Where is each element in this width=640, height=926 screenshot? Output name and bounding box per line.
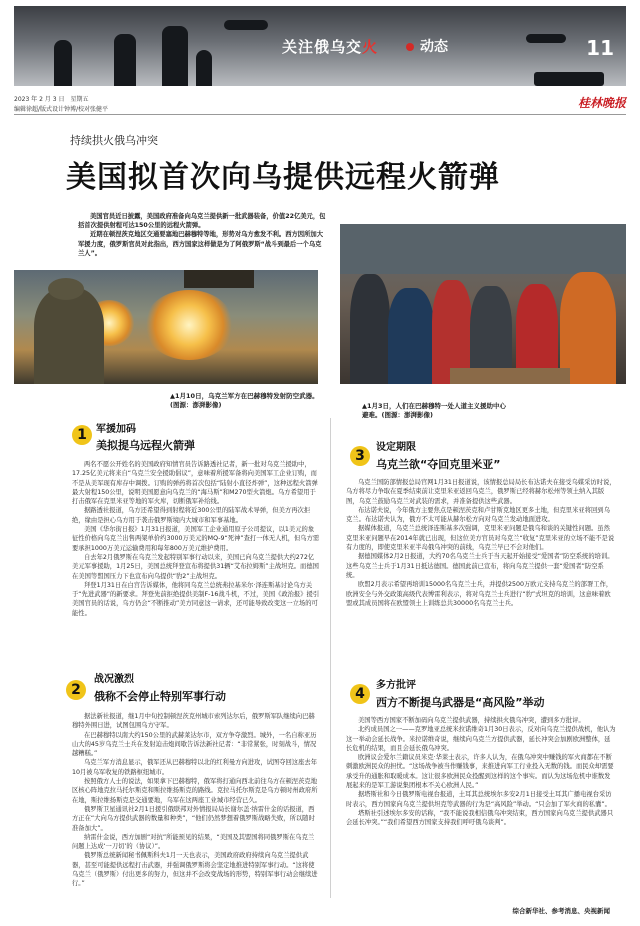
paragraph: 自去年2月俄罗斯在乌克兰发起特别军事行动以来，美国已向乌克兰提供大约272亿美元军事援助，1月25日，美国总统拜登宣布将提供31辆“艾布拉姆斯”主战坦克。而德国在美国等盟国压力下也宣布向乌提供“豹2”主战坦克。 — [72, 553, 319, 580]
soldier-silhouette-icon — [114, 34, 136, 86]
paragraph: 欧洲议会爱尔兰籍议员米克·华莱士表示，许多人认为，在俄乌冲突中赚钱的军火商都在不断刺激欧洲民众的担忧。“这场战争被当作赚钱事，来推进向军工行业投入无数的钱。而民众却需要承受升的通胀和取暖成本。这让很多欧洲民众投醒到这样的这个事实。而认为这场危机中谁数发展起来的是军工游说集团根本不关心欧洲人民。” — [346, 754, 614, 790]
section-title: 西方不断提乌武器是“高风险”举动 — [376, 696, 545, 709]
section-label: 设定期限 — [376, 442, 416, 453]
paragraph: 纳雷什金说，西方加剧“对抗”所能预见的结果，“美国及其盟国将同俄罗斯在乌克兰问题上达成‘一刀切’的（协议）”。 — [72, 833, 315, 851]
paragraph: 美国等西方国家不断加码向乌克兰提供武器，持续拱火俄乌冲突，遭到多方批评。 — [358, 717, 585, 724]
soldier-figure — [34, 288, 104, 384]
section-number-badge: 3 — [350, 446, 370, 466]
helmet-shape — [48, 278, 84, 300]
paragraph: 据塔斯社和今日俄罗斯电视台报道，土耳其总统埃尔多安2月1日接受土耳其广播电视台采访时表示，西方国家向乌克兰提供坦克等武器的行为是“高风险”举动。“只会加了军火商的私囊”。 — [346, 791, 612, 808]
paragraph: 拜登1月31日在白宫告诉媒体，他将同乌克兰总统弗拉基米尔·泽连斯基讨论乌方关于“先进武器”的新要求。拜登先前拒绝提供美制F-16战斗机，不过，美国《政治报》援引美国官员的话说，乌方仍会“不断推动”美方同意这一请求，还可能导致改变这一立场的可能性。 — [72, 581, 320, 617]
kicker: 持续拱火俄乌冲突 — [70, 134, 158, 147]
bullet-dot-icon — [406, 43, 414, 51]
column-title-highlight: 火 — [362, 38, 379, 56]
soldier-silhouette-icon — [54, 40, 72, 86]
paragraph: 俄罗斯卫星通讯社2月1日援引俄联邦对外情报局局长谢尔盖·纳雷什金的话报道，西方正在“大向乌方提供武器的数量和种类”，“他们仍然梦想着俄罗斯战略失败，所以随时准备加大”。 — [72, 805, 315, 832]
paragraph: 据法新社报道，继1月中旬控制顿涅茨克州城市索列达尔后，俄罗斯军队继续向巴赫穆特外围日进，试图包围乌方守军。 — [72, 713, 315, 730]
column-divider — [330, 418, 331, 898]
paragraph: 按照俄方人士的说法，如果拿下巴赫穆特，俄军将打通向西北前往乌方在顿涅茨克地区核心阵地克拉马托尔斯克和斯拉维扬斯克的路线。克拉马托尔斯克是乌方顿时州政府所在地，斯拉维扬斯克是交通要地，乌军在这两座工业城市经营已久。 — [72, 778, 318, 804]
section-body — [72, 712, 320, 902]
paragraph: 据德国媒体2月2日报道，大约70名乌克兰士兵于当天起开始接受“爱国者”防空系统的培训。这些乌克兰士兵于1月31日抵达德国。德国此前已宣布，将向乌克兰提供一套“爱国者”防空系统。 — [346, 553, 614, 579]
helicopter-silhouette-icon — [526, 34, 566, 43]
section-body — [72, 460, 320, 618]
divider — [14, 114, 626, 115]
paragraph: 乌克兰国防部情报总局官网1月31日报道说，该情报总局局长布达诺夫在接受乌媒采访时说，乌方将尽力争取在夏季结束前让克里米亚返回乌克兰，俄罗斯已经将赫尔松州等领土纳入其版图，乌克兰鼓励乌克兰对武装的需求，并准备提供这些武器。 — [346, 479, 616, 505]
staff-credits: 编辑徐超/版式设计钟博/校对张健平 — [14, 106, 109, 113]
paragraph: 塔斯社引述埃尔多安的话称，“我不能说我相信俄乌冲突结束，西方国家向乌克兰提供武器只会延长冲突。”“我们希望西方国家支持我们呼吁俄乌谈判”。 — [346, 809, 614, 827]
table-shape — [450, 368, 570, 384]
lead-paragraph — [78, 212, 326, 258]
gun-silhouette — [184, 270, 254, 288]
paragraph: 乌克兰军方消息显示，俄军还从巴赫穆特以北的红利曼方向进攻，试图夺回这座去年10月被乌军收复的铁路枢纽城市。 — [72, 759, 317, 776]
lead-text: 美国官员近日披露，美国政府准备向乌克兰提供新一批武器装备，价值22亿美元，包括首次提供射程可达150公里的远程火箭弹。 — [78, 213, 326, 230]
section-label: 多方批评 — [376, 680, 416, 691]
explosion-shape — [144, 290, 234, 360]
tank-silhouette-icon — [534, 72, 604, 86]
section-label: 战况激烈 — [94, 674, 134, 685]
paragraph: 美国《华尔街日报》1月31日报道，美国军工企业通用原子公司提议，以1美元的象征性价格向乌克兰出售两架单价约3000万美元的MQ-9“死神”查打一体无人机，但乌方需要承担1000万美元运输费用和每年800万美元维护费用。 — [72, 526, 320, 552]
photo-artillery — [14, 270, 318, 384]
newspaper-logo: 桂林晚报 — [577, 96, 626, 110]
lead-text: 近期在顿涅茨克地区交通要塞地巴赫穆特等地，形势对乌方愈发不利。西方因所加大军援力度，俄罗斯官员对此指出，西方国家这样做是为了阿俄罗斯“战斗到最后一个乌克兰人”。 — [78, 231, 323, 257]
paragraph: 北约成员国之一——克罗地亚总统米拉诺维奇1月30日表示，反对向乌克兰提供战机，他认为这一举动会延长战争。米拉诺维奇说，继续向乌克兰方提供武器，延长冲突会加剧欧洲整体，延长危机的结果，而且会延长俄乌冲突。 — [346, 726, 616, 752]
source-credit: 综合新华社、参考消息、央视新闻 — [512, 907, 610, 915]
header-banner — [14, 6, 626, 86]
paragraph: 两名不愿公开姓名的美国政府知情官员告诉路透社记者，新一批对乌克兰援助中，17.25亿美元将来自“乌克兰安全援助倡议”，意味着所援军备将向美国军工企业订购，而不是从美军现有库存中调拨。订购的弹药将首次包括“陆射小直径炸弹”，这种远程火箭弹最大射程150公里，说明美国愿意向乌克兰的“海马斯”和M270型火箭炮。乌方希望用于打击俄军在克里米亚等地的军火库，切断俄军补给线。 — [72, 461, 318, 506]
section-title: 美拟提乌远程火箭弹 — [96, 439, 195, 452]
section-title: 乌克兰欲“夺回克里米亚” — [376, 458, 501, 471]
section-label: 军援加码 — [96, 424, 136, 435]
soldier-silhouette-icon — [162, 26, 188, 86]
section-number-badge: 1 — [72, 425, 92, 445]
subcolumn-title: 动态 — [420, 39, 448, 55]
paragraph: 俄罗斯总统新闻秘书佩斯科夫1月一天也表示，美国政府政府持续向乌克兰提供武器，甚至可能提供远程打击武器，并强调俄罗斯将会坚定地推进特别军事行动。“这将使乌克兰（俄罗斯）付出更多的努力，但这并不会改变战场的形势，特别军事行动会继续进行。” — [72, 852, 318, 888]
page-number: 11 — [586, 36, 614, 60]
headline: 美国拟首次向乌提供远程火箭弹 — [66, 160, 500, 195]
section-title: 俄称不会停止特别军事行动 — [94, 690, 226, 703]
photo2-caption: ▲1月3日，人们在巴赫穆特一处人道主义援助中心避难。(图源：澎湃影像) — [362, 402, 507, 419]
paragraph: 据路透社报道，乌方还希望得到射程将近300公里的陆军战术导弹，但美方再次拒绝，缘由是担心乌方用于袭击俄罗斯境内大城市和军事基地。 — [72, 507, 311, 524]
helicopter-silhouette-icon — [224, 20, 268, 30]
section-body — [346, 478, 616, 674]
person-figure — [388, 288, 434, 384]
paragraph: 布达诺夫说，今年俄方主要焦点是顿涅茨克和卢甘斯克地区更多土地，但克里米亚将回到乌克兰。布达诺夫认为，俄方不太可能从赫尔松方向对乌克兰发动地面进攻。 — [346, 506, 610, 524]
section-number-badge: 2 — [66, 680, 86, 700]
soldier-silhouette-icon — [196, 50, 212, 86]
section-number-badge: 4 — [350, 684, 370, 704]
person-figure — [350, 274, 390, 384]
section-body — [346, 716, 616, 900]
paragraph: 据媒体报道，乌克兰总统泽连斯基多次强调，克里米亚问题是俄乌和谈的关键性问题。虽然克里米亚问题早在2014年就已出现，但这位美方官员对乌克兰“收复”克里米亚的立场不能不是说有力度的，即使克里米亚半岛俄乌冲突的前线，乌克兰早已不会对他们。 — [346, 525, 615, 552]
photo1-caption: ▲1月10日，乌克兰军方在巴赫穆特发射防空武器。(图源：澎湃影像) — [170, 392, 319, 409]
photo-shelter — [340, 224, 626, 384]
ceiling-shape — [340, 224, 626, 274]
issue-date: 2023 年 2 月 3 日 星期五 — [14, 96, 89, 103]
paragraph: 在巴赫穆特以南大约150公里的武赫莱达尔市，双方争夺激烈。城外，一名自称亚历山大的45岁乌克兰士兵在发射迫击炮间歇告诉法新社记者：“非常紧张，时刻战斗，情况越糟糕。” — [72, 731, 317, 758]
paragraph: 欧盟2月表示希望再培训15000名乌克兰士兵，并提供2500万欧元支持乌克兰的部署工作，欧洲安全与外交政策高级代表博雷利表示，将对乌克兰士兵进行“豹”式坦克的培训，这意味着欧盟或其成员国将在欧盟领土上训练总共30000名乌克兰士兵。 — [346, 581, 613, 607]
column-title: 关注俄乌交火 — [282, 38, 379, 56]
